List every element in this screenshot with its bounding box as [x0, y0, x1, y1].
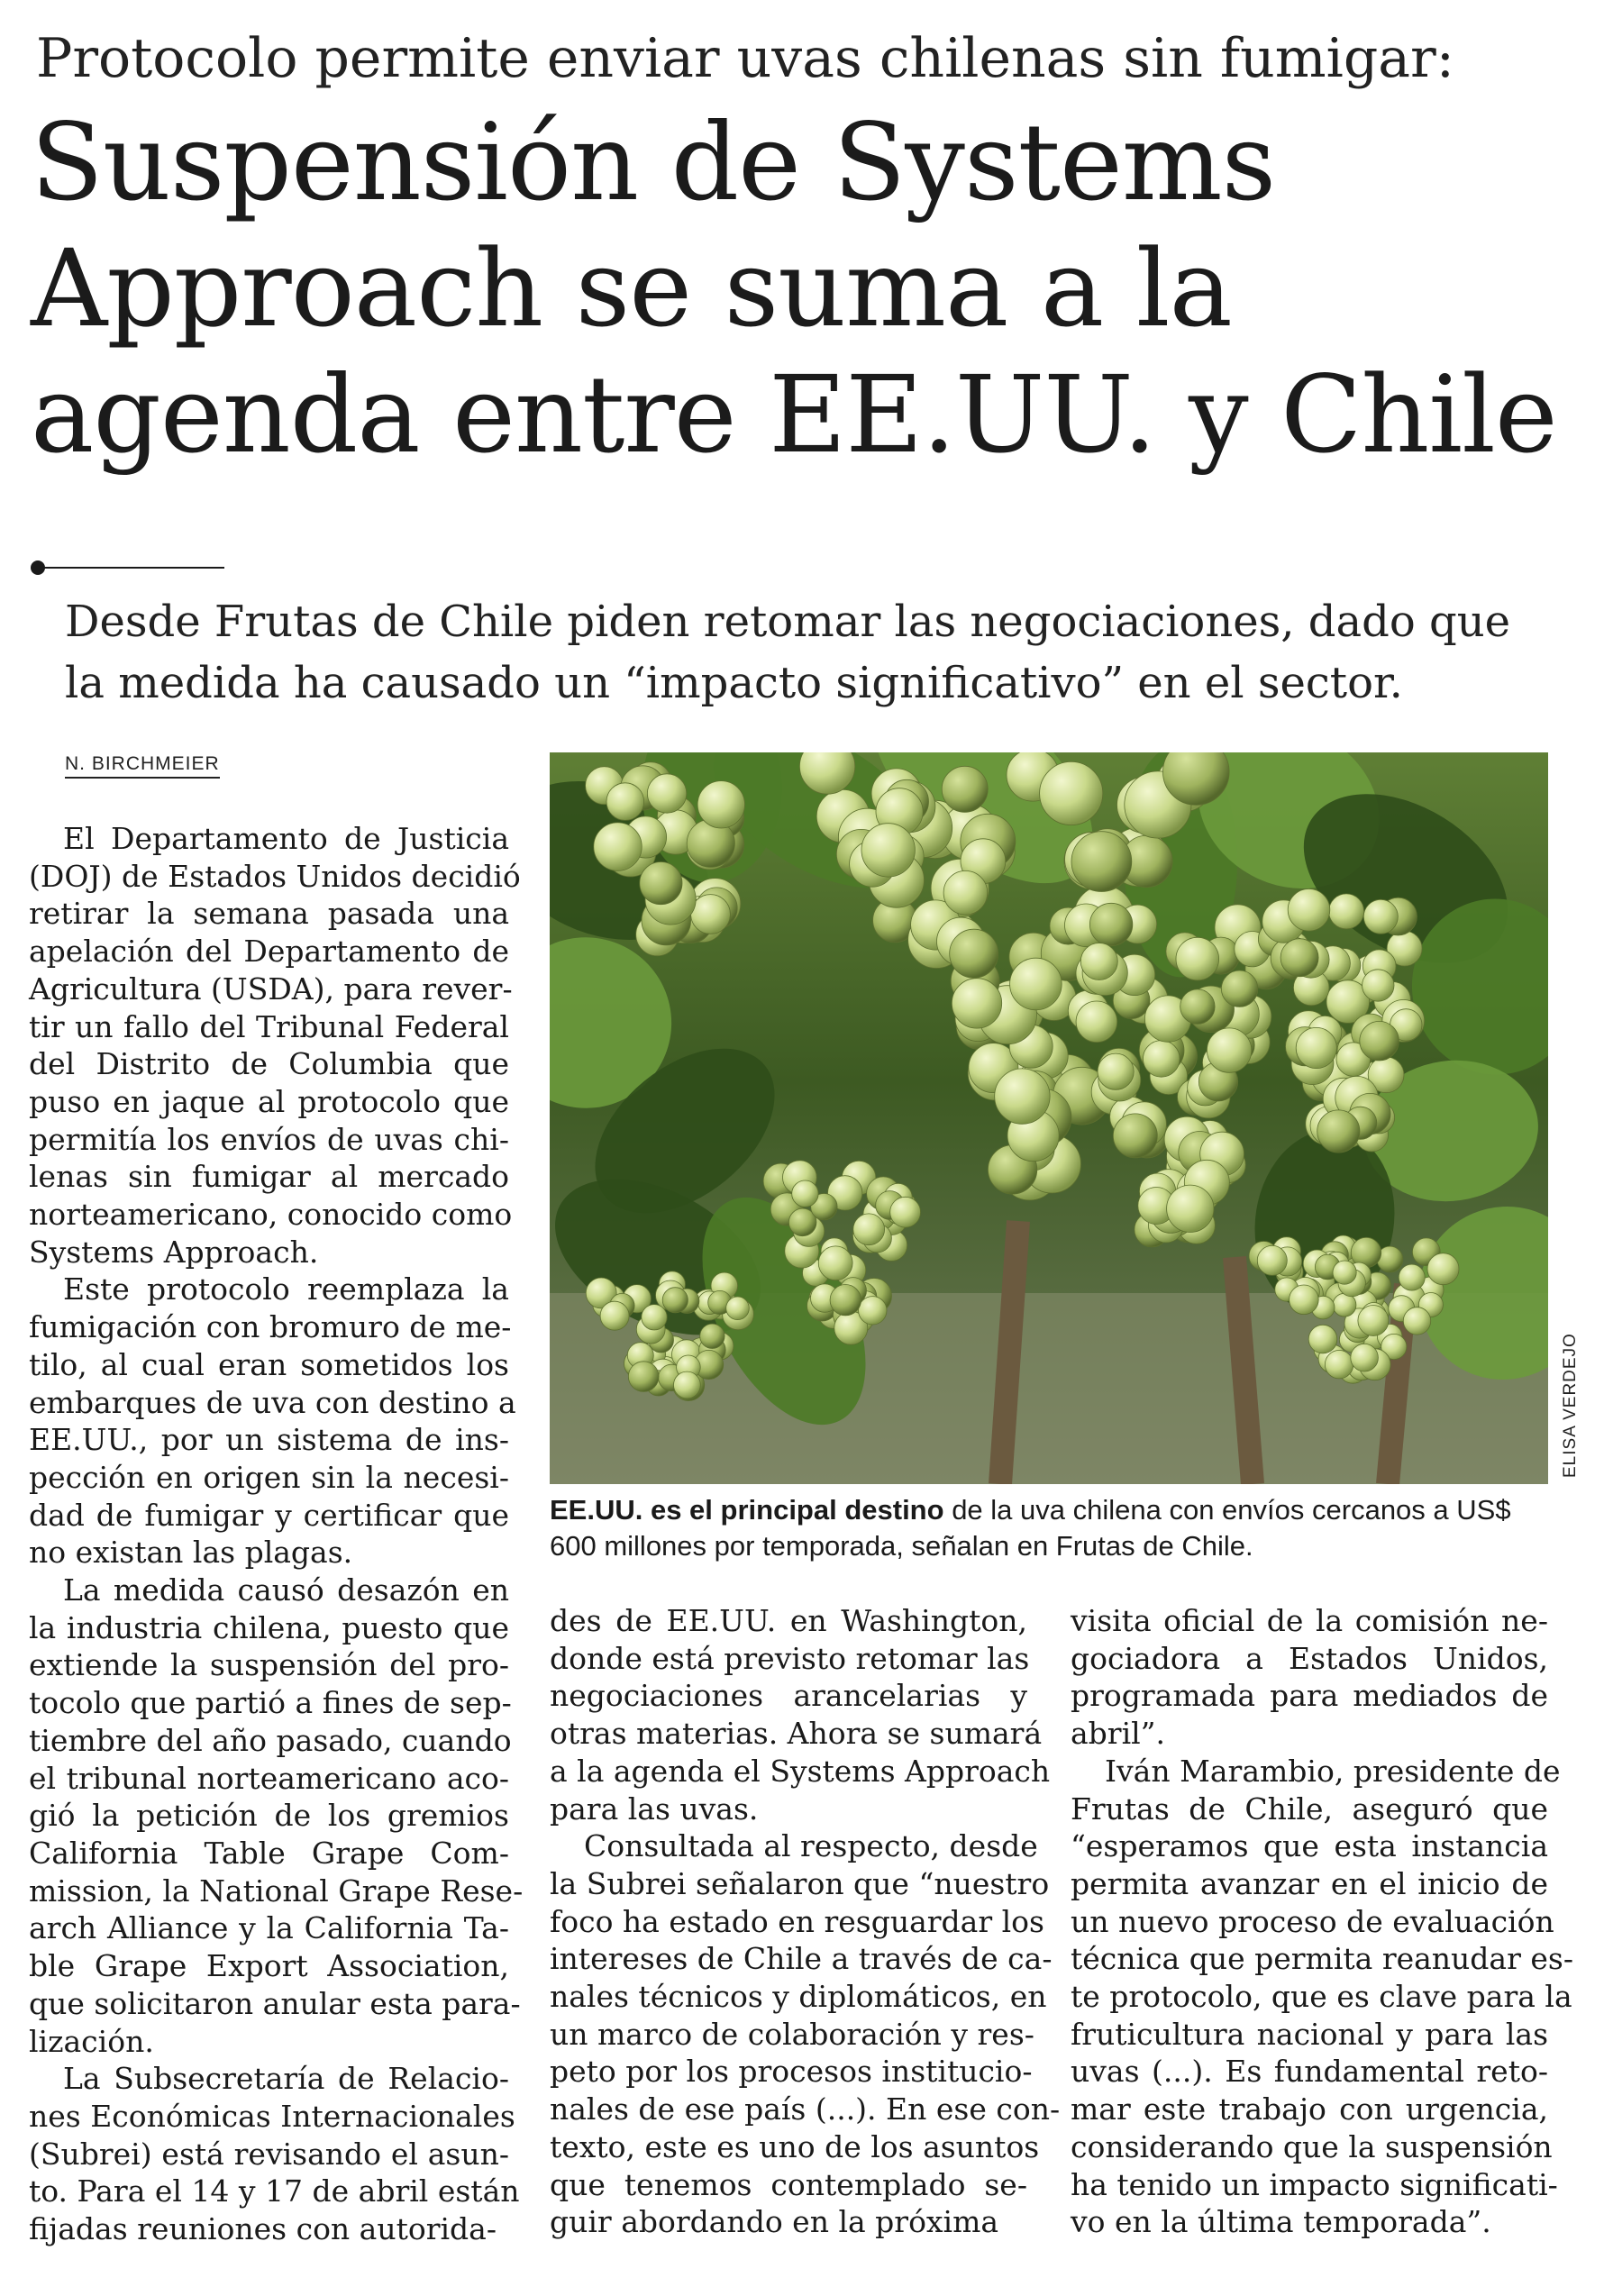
grape-berry: [674, 1371, 701, 1399]
grape-berry: [700, 1324, 725, 1348]
body-text-line: des de EE.UU. en Washington,: [550, 1603, 1027, 1638]
body-text-line: Agricultura (USDA), para rever-: [29, 970, 513, 1007]
grape-berry: [890, 1197, 921, 1227]
body-text-line: del Distrito de Columbia que: [29, 1046, 509, 1082]
grape-berry: [647, 774, 686, 813]
body-text-line: peto por los procesos institucio-: [550, 2054, 1033, 2090]
grape-berry: [1399, 1264, 1425, 1290]
body-text-line: que tenemos contemplado se-: [550, 2166, 1027, 2202]
photo-caption: [550, 1492, 1550, 1564]
body-text-line: no existan las plagas.: [29, 1535, 353, 1571]
body-text-line: lización.: [29, 2023, 154, 2059]
headline-line: agenda entre EE.UU. y Chile: [31, 352, 1557, 477]
body-text-line: arch Alliance y la California Ta-: [29, 1910, 509, 1946]
body-text-line: te protocolo, que es clave para la: [1071, 1979, 1572, 2015]
body-text-line: negociaciones arancelarias y: [550, 1678, 1027, 1714]
body-text-line: tilo, al cual eran sometidos los: [29, 1346, 509, 1382]
grape-berry: [952, 979, 1001, 1028]
body-text-line: a la agenda el Systems Approach: [550, 1753, 1051, 1789]
photo-credit: ELISA VERDEJO: [1561, 1333, 1580, 1478]
body-text-line: un nuevo proceso de evaluación: [1071, 1903, 1554, 1939]
grape-berry: [943, 870, 988, 915]
body-text-line: abril”.: [1071, 1716, 1166, 1752]
body-text-line: considerando que la suspensión: [1071, 2128, 1553, 2164]
article-headline: [31, 99, 1581, 478]
grape-berry: [600, 1301, 629, 1330]
lede-bullet-dot: [31, 560, 45, 575]
body-text-line: programada para mediados de: [1071, 1678, 1548, 1714]
grape-berry: [628, 1362, 659, 1392]
body-text-line: el tribunal norteamericano aco-: [29, 1760, 509, 1796]
body-text-line: tocolo que partió a fines de sep-: [29, 1685, 512, 1721]
body-text-line: Este protocolo reemplaza la: [63, 1271, 509, 1307]
byline: N. BIRCHMEIER: [65, 753, 220, 779]
grape-berry: [1098, 1053, 1134, 1089]
headline-line: Approach se suma a la: [31, 226, 1232, 351]
body-text-line: otras materias. Ahora se sumará: [550, 1716, 1043, 1752]
body-text-line: ble Grape Export Association,: [29, 1948, 509, 1984]
body-text-line: embarques de uva con destino a: [29, 1384, 516, 1420]
grape-berry: [1080, 943, 1117, 980]
grape-berry: [1167, 1185, 1214, 1232]
body-text-line: texto, este es uno de los asuntos: [550, 2128, 1040, 2164]
body-text-line: puso en jaque al protocolo que: [29, 1083, 509, 1119]
grape-berry: [1176, 937, 1219, 980]
grape-berry: [830, 1285, 861, 1316]
grape-berry: [1144, 1041, 1180, 1078]
body-text-line: intereses de Chile a través de ca-: [550, 1941, 1053, 1977]
body-column-3: [1071, 1602, 1573, 2241]
grape-berry: [861, 824, 915, 877]
grape-berry: [792, 1180, 818, 1207]
body-text-line: dad de fumigar y certificar que: [29, 1497, 509, 1533]
grape-berry: [1403, 1307, 1430, 1335]
grape-berry: [1288, 889, 1330, 932]
grape-berry: [697, 781, 744, 828]
body-text-line: fijadas reuniones con autorida-: [29, 2211, 497, 2247]
grapes-photo: [550, 752, 1548, 1484]
body-text-line: foco ha estado en resguardar los: [550, 1903, 1044, 1939]
grape-berry: [1010, 958, 1062, 1010]
body-text-line: La Subsecretaría de Relacio-: [63, 2061, 509, 2097]
body-text-line: tir un fallo del Tribunal Federal: [29, 1008, 509, 1044]
grape-berry: [950, 929, 998, 978]
body-text-line: California Table Grape Com-: [29, 1835, 509, 1871]
grape-berry: [726, 1297, 750, 1320]
body-text-line: (Subrei) está revisando el asun-: [29, 2136, 509, 2172]
body-text-line: un marco de colaboración y res-: [550, 2016, 1034, 2052]
grape-berry: [1333, 1261, 1356, 1284]
body-text-line: lenas sin fumigar al mercado: [29, 1159, 509, 1195]
grapes-illustration: [550, 752, 1548, 1484]
grape-berry: [942, 766, 988, 812]
grape-berry: [1071, 832, 1132, 892]
grape-berry: [640, 862, 682, 905]
body-text-line: gió la petición de los gremios: [29, 1798, 509, 1834]
body-text-line: técnica que permita reanudar es-: [1071, 1941, 1573, 1977]
body-text-line: fruticultura nacional y para las: [1071, 2016, 1548, 2052]
article-lede: [65, 591, 1543, 714]
caption-line-2: 600 millones por temporada, señalan en Frutas de Chile.: [550, 1530, 1253, 1562]
lede-line: la medida ha causado un “impacto significativo” en el sector.: [65, 658, 1403, 708]
body-text-line: la industria chilena, puesto que: [29, 1609, 509, 1645]
grape-berry: [1358, 1306, 1389, 1336]
grape-berry: [1221, 970, 1257, 1007]
body-text-line: La medida causó desazón en: [63, 1572, 509, 1608]
grape-berry: [1363, 899, 1398, 934]
grape-berry: [1427, 1253, 1459, 1285]
body-text-line: Consultada al respecto, desde: [584, 1828, 1038, 1864]
body-text-line: El Departamento de Justicia: [63, 821, 509, 856]
body-text-line: permita avanzar en el inicio de: [1071, 1865, 1548, 1901]
body-text-line: mission, la National Grape Rese-: [29, 1872, 524, 1909]
grape-berry: [1040, 761, 1103, 825]
body-column-1: [29, 820, 524, 2248]
grape-berry: [1076, 1001, 1117, 1043]
body-text-line: (DOJ) de Estados Unidos decidió: [29, 858, 521, 894]
lede-divider: [40, 567, 224, 569]
grape-berry: [606, 783, 644, 821]
grape-berry: [1180, 989, 1215, 1024]
grape-berry: [1296, 1027, 1336, 1068]
grape-berry: [859, 1297, 887, 1325]
grape-berry: [1207, 1028, 1251, 1072]
caption-text: de la uva chilena con envíos cercanos a US$: [952, 1494, 1511, 1526]
body-text-line: retirar la semana pasada una: [29, 896, 509, 932]
grape-berry: [853, 1214, 885, 1245]
grape-berry: [1351, 1344, 1379, 1371]
grape-berry: [1089, 903, 1132, 945]
body-text-line: norteamericano, conocido como: [29, 1197, 513, 1233]
caption-bold: EE.UU. es el principal destino: [550, 1494, 944, 1526]
body-text-line: “esperamos que esta instancia: [1071, 1828, 1548, 1864]
grape-berry: [1362, 970, 1394, 1001]
grape-berry: [1257, 1245, 1287, 1275]
body-text-line: que solicitaron anular esta para-: [29, 1985, 521, 2021]
body-text-line: visita oficial de la comisión ne-: [1071, 1603, 1548, 1638]
body-text-line: guir abordando en la próxima: [550, 2204, 999, 2240]
body-text-line: to. Para el 14 y 17 de abril están: [29, 2173, 520, 2209]
body-text-line: tiembre del año pasado, cuando: [29, 1722, 512, 1758]
body-text-line: vo en la última temporada”.: [1071, 2204, 1491, 2240]
body-text-line: para las uvas.: [550, 1790, 759, 1827]
body-text-line: la Subrei señalaron que “nuestro: [550, 1865, 1050, 1901]
grape-berry: [1113, 1114, 1157, 1158]
body-text-line: mar este trabajo con urgencia,: [1071, 2091, 1548, 2127]
body-text-line: nales de ese país (...). En ese con-: [550, 2091, 1061, 2127]
grape-berry: [995, 1069, 1050, 1124]
body-text-line: ha tenido un impacto significati-: [1071, 2166, 1558, 2202]
lede-line: Desde Frutas de Chile piden retomar las negociaciones, dado que: [65, 597, 1511, 647]
body-text-line: pección en origen sin la necesi-: [29, 1459, 509, 1495]
body-text-line: donde está previsto retomar las: [550, 1640, 1030, 1676]
body-text-line: Frutas de Chile, aseguró que: [1071, 1790, 1548, 1827]
grape-berry: [642, 1305, 667, 1330]
body-text-line: EE.UU., por un sistema de ins-: [29, 1422, 509, 1458]
body-text-line: Iván Marambio, presidente de: [1105, 1753, 1561, 1789]
caption-line-1: [550, 1492, 1550, 1528]
body-text-line: nes Económicas Internacionales: [29, 2098, 515, 2134]
body-column-2: [550, 1602, 1061, 2241]
grape-berry: [1290, 1285, 1319, 1315]
grape-berry: [1280, 939, 1318, 977]
grape-berry: [662, 1288, 688, 1313]
article-kicker: Protocolo permite enviar uvas chilenas sin fumigar:: [36, 27, 1454, 90]
grape-berry: [691, 895, 731, 934]
body-text-line: extiende la suspensión del pro-: [29, 1647, 509, 1683]
body-text-line: uvas (...). Es fundamental reto-: [1071, 2054, 1548, 2090]
grape-berry: [594, 823, 642, 870]
body-text-line: gociadora a Estados Unidos,: [1071, 1640, 1548, 1676]
body-text-line: permitía los envíos de uvas chi-: [29, 1121, 509, 1157]
body-text-line: Systems Approach.: [29, 1234, 319, 1270]
grape-berry: [1325, 1351, 1353, 1379]
body-text-line: apelación del Departamento de: [29, 934, 509, 970]
grape-berry: [818, 1246, 852, 1280]
grape-berry: [1317, 1110, 1360, 1153]
headline-line: Suspensión de Systems: [31, 100, 1276, 224]
grape-berry: [1360, 1021, 1399, 1061]
body-text-line: fumigación con bromuro de me-: [29, 1309, 512, 1345]
grape-berry: [1308, 1325, 1337, 1353]
grape-berry: [1329, 894, 1364, 929]
body-text-line: nales técnicos y diplomáticos, en: [550, 1979, 1047, 2015]
